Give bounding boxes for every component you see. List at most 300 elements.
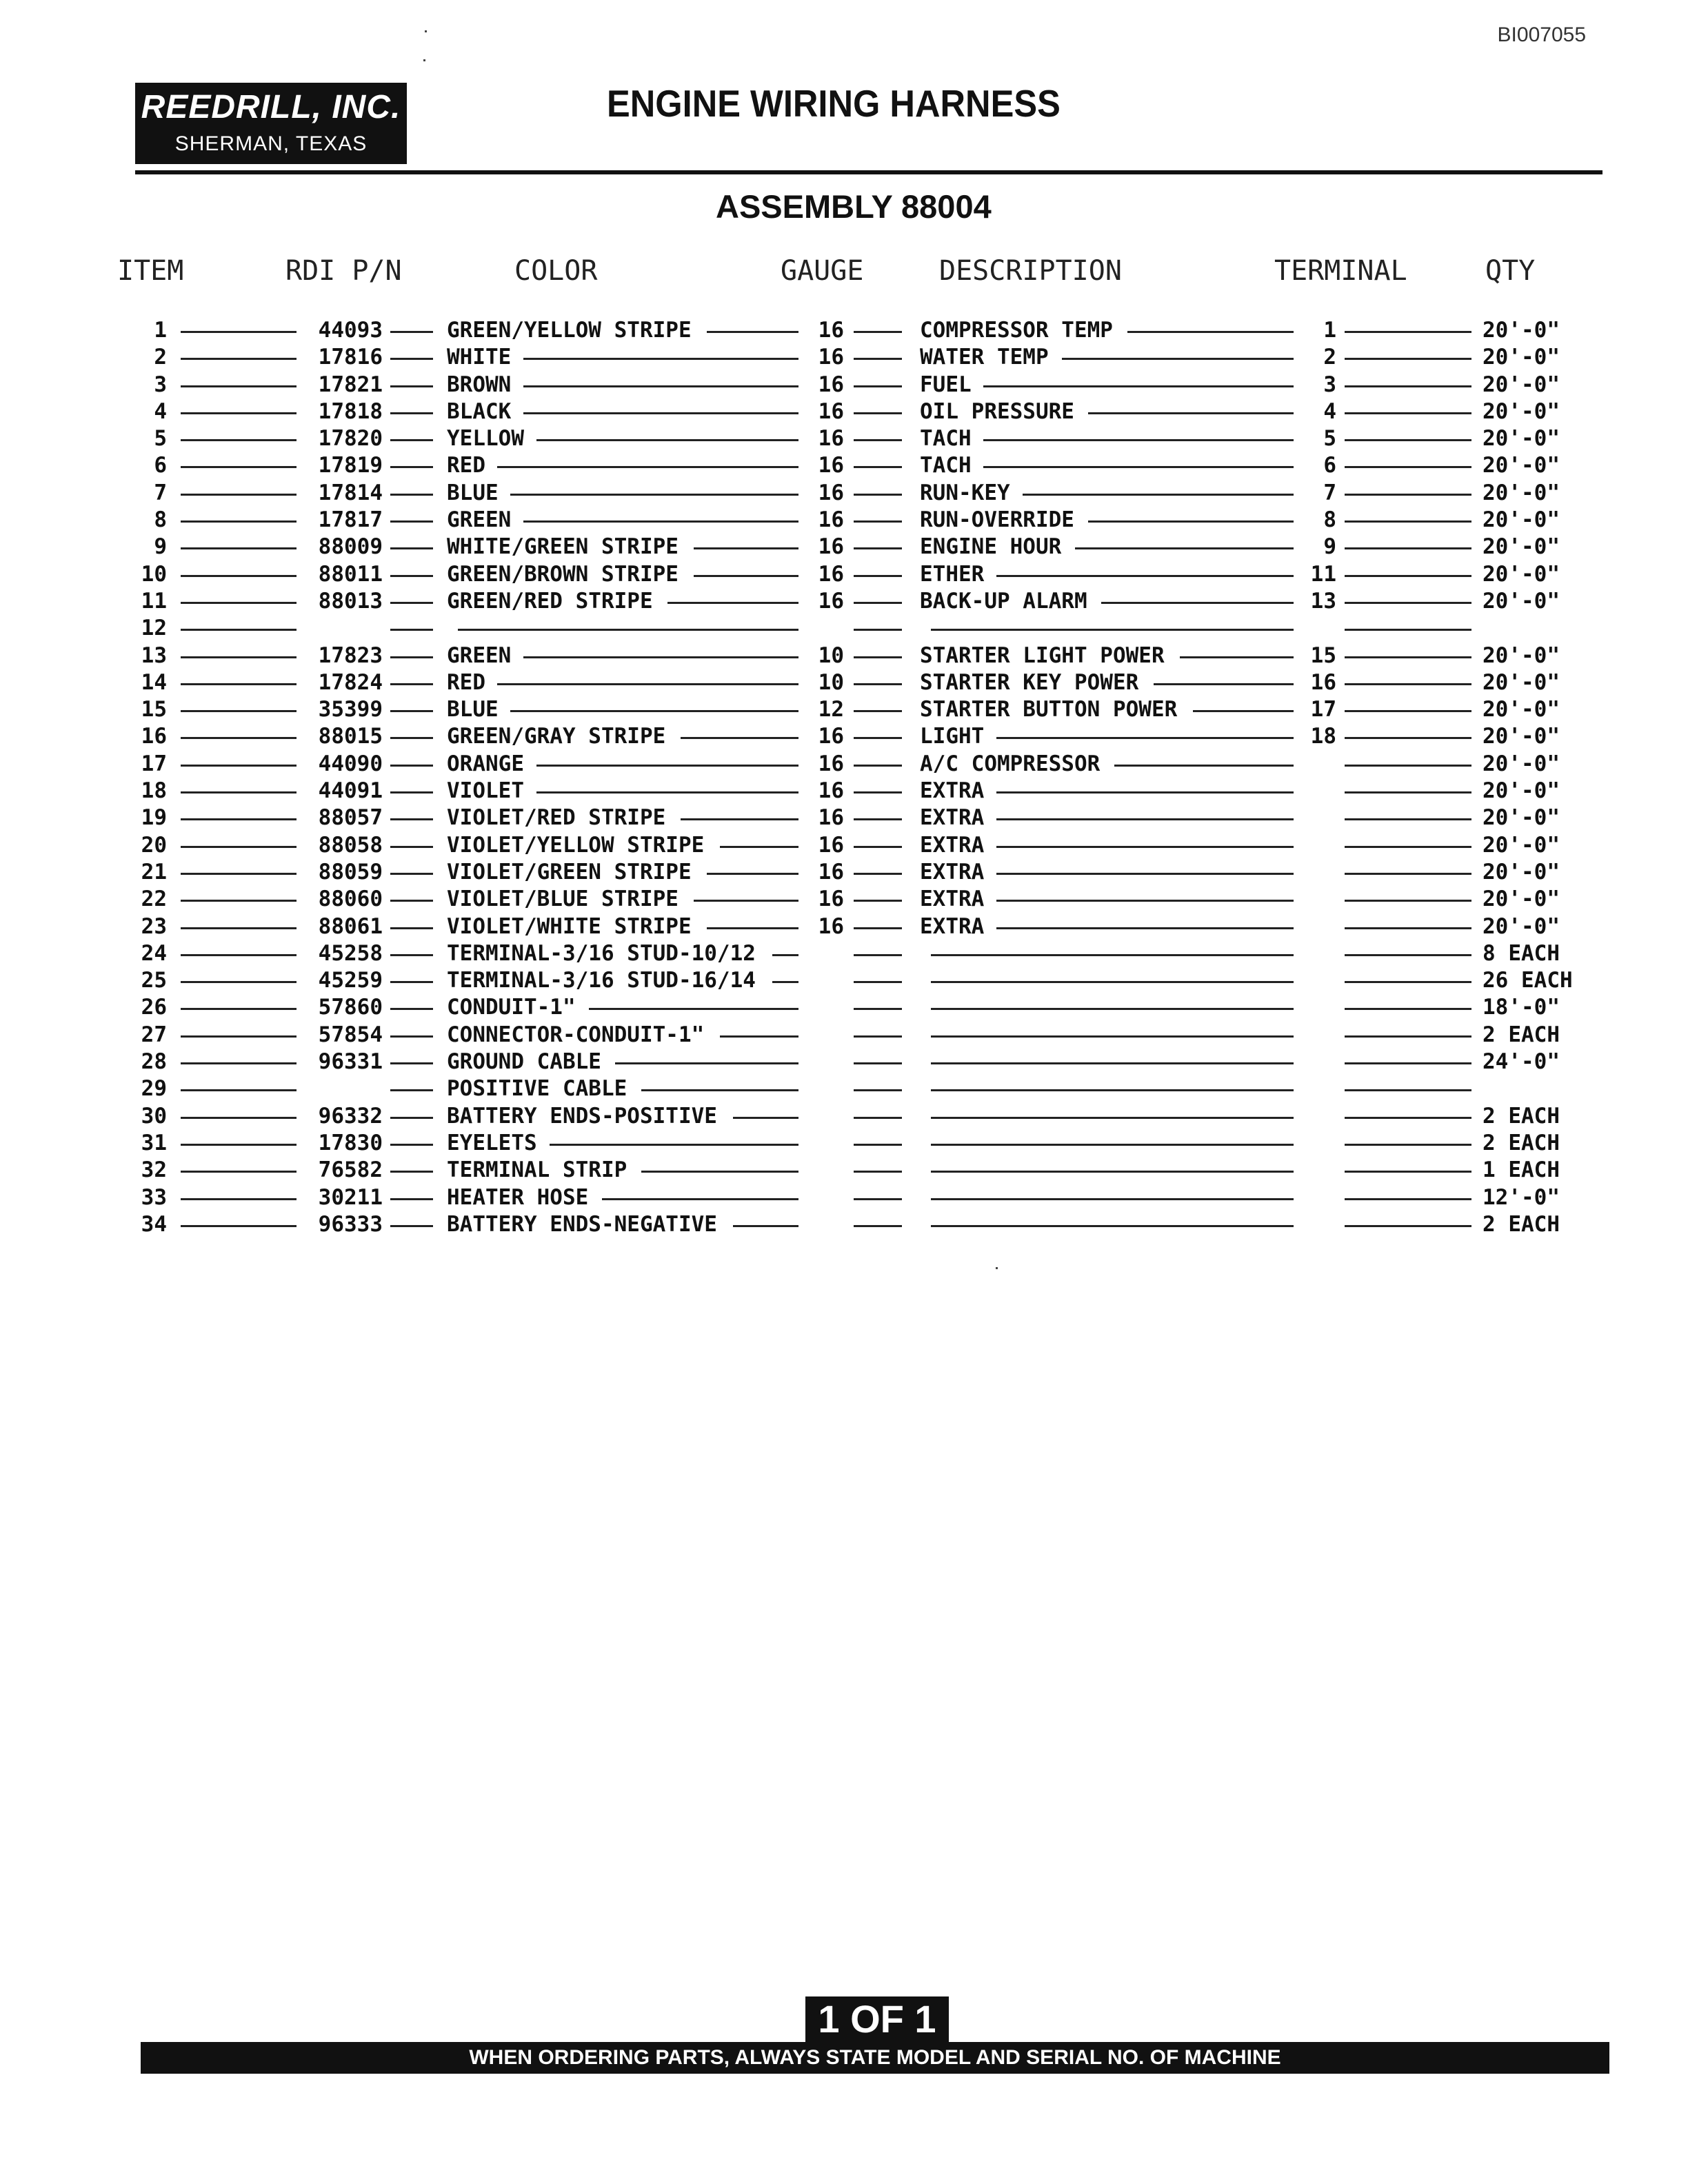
leader-line [854, 765, 902, 767]
leader-line [497, 466, 798, 468]
part-number: 17830 [318, 1130, 383, 1155]
leader-line [390, 873, 433, 875]
wire-color: GREEN [447, 507, 512, 533]
wire-color: VIOLET/RED STRIPE [447, 805, 666, 831]
wire-gauge: 16 [818, 345, 844, 370]
wire-color: RED [447, 453, 485, 478]
leader-line [1345, 466, 1471, 468]
part-number: 96331 [318, 1049, 383, 1075]
leader-line [181, 1089, 297, 1091]
leader-line [854, 629, 902, 631]
table-row [0, 805, 1688, 831]
wire-gauge: 16 [818, 751, 844, 776]
circuit-description: BACK-UP ALARM [920, 588, 1087, 614]
part-number: 44091 [318, 778, 383, 804]
leader-line [390, 1144, 433, 1146]
wire-gauge: 10 [818, 669, 844, 695]
wire-color: RED [447, 669, 485, 695]
quantity: 20'-0" [1483, 345, 1560, 370]
wire-gauge: 16 [818, 372, 844, 397]
leader-line [390, 927, 433, 929]
leader-line [1345, 818, 1471, 820]
part-number: 88061 [318, 913, 383, 939]
leader-line [707, 873, 798, 875]
leader-line [854, 656, 902, 658]
leader-line [996, 818, 1294, 820]
leader-line [1345, 1198, 1471, 1200]
part-number: 44090 [318, 751, 383, 776]
leader-line [510, 710, 798, 712]
leader-line [1345, 602, 1471, 604]
header-description: DESCRIPTION [939, 255, 1122, 287]
leader-line [181, 1198, 297, 1200]
item-number: 14 [141, 669, 167, 695]
part-number: 96332 [318, 1103, 383, 1129]
quantity: 20'-0" [1483, 724, 1560, 749]
leader-line [1345, 683, 1471, 685]
table-row [0, 1075, 1688, 1102]
leader-line [1193, 710, 1294, 712]
leader-line [497, 683, 798, 685]
leader-line [681, 737, 798, 739]
quantity: 2 EACH [1483, 1103, 1560, 1129]
quantity: 20'-0" [1483, 832, 1560, 858]
item-number: 7 [154, 480, 167, 505]
leader-line [181, 520, 297, 523]
company-name: REEDRILL, INC. [141, 89, 401, 125]
circuit-description: EXTRA [920, 913, 985, 939]
quantity: 20'-0" [1483, 859, 1560, 884]
terminal-number: 2 [1323, 345, 1336, 370]
leader-line [523, 656, 798, 658]
wire-color: GREEN/BROWN STRIPE [447, 561, 679, 587]
leader-line [390, 1198, 433, 1200]
wire-color: BLUE [447, 480, 499, 505]
leader-line [523, 520, 798, 523]
quantity: 20'-0" [1483, 398, 1560, 424]
scan-speck [425, 30, 427, 32]
circuit-description: STARTER BUTTON POWER [920, 697, 1178, 722]
leader-line [854, 873, 902, 875]
header-gauge: GAUGE [781, 255, 864, 287]
table-row [0, 398, 1688, 425]
leader-line [931, 1008, 1294, 1010]
circuit-description: FUEL [920, 372, 972, 397]
leader-line [510, 494, 798, 496]
leader-line [1127, 331, 1294, 333]
item-number: 17 [141, 751, 167, 776]
leader-line [1023, 494, 1294, 496]
leader-line [983, 439, 1294, 441]
leader-line [390, 385, 433, 387]
leader-line [181, 683, 297, 685]
leader-line [181, 656, 297, 658]
table-row [0, 778, 1688, 805]
wire-gauge: 16 [818, 778, 844, 804]
leader-line [854, 466, 902, 468]
wire-gauge: 16 [818, 588, 844, 614]
quantity: 12'-0" [1483, 1184, 1560, 1210]
leader-line [854, 1117, 902, 1119]
table-row [0, 669, 1688, 696]
wire-color: GREEN/YELLOW STRIPE [447, 318, 692, 343]
item-number: 18 [141, 778, 167, 804]
quantity: 20'-0" [1483, 453, 1560, 478]
leader-line [1345, 629, 1471, 631]
leader-line [181, 629, 297, 631]
leader-line [996, 791, 1294, 793]
item-number: 21 [141, 859, 167, 884]
leader-line [694, 575, 798, 577]
table-row [0, 1211, 1688, 1238]
wire-color: BROWN [447, 372, 512, 397]
leader-line [390, 954, 433, 956]
table-row [0, 723, 1688, 750]
part-number: 96333 [318, 1211, 383, 1237]
leader-line [931, 1171, 1294, 1173]
circuit-description: EXTRA [920, 778, 985, 804]
leader-line [1345, 981, 1471, 983]
leader-line [1345, 656, 1471, 658]
table-row [0, 913, 1688, 940]
item-number: 12 [141, 616, 167, 641]
table-row [0, 940, 1688, 967]
scan-speck [996, 1267, 998, 1269]
leader-line [390, 439, 433, 441]
company-city: SHERMAN, TEXAS [174, 132, 368, 155]
leader-line [1345, 331, 1471, 333]
table-row [0, 615, 1688, 642]
wire-color: BATTERY ENDS-POSITIVE [447, 1103, 717, 1129]
leader-line [390, 629, 433, 631]
assembly-title: ASSEMBLY 88004 [716, 188, 992, 225]
leader-line [390, 575, 433, 577]
part-number: 17823 [318, 643, 383, 668]
leader-line [390, 358, 433, 360]
leader-line [390, 466, 433, 468]
leader-line [681, 818, 798, 820]
leader-line [931, 981, 1294, 983]
quantity: 26 EACH [1483, 968, 1573, 993]
leader-line [550, 1144, 798, 1146]
leader-line [181, 331, 297, 333]
item-number: 32 [141, 1157, 167, 1183]
wire-gauge: 16 [818, 832, 844, 858]
item-number: 23 [141, 913, 167, 939]
leader-line [181, 466, 297, 468]
table-row [0, 1049, 1688, 1075]
leader-line [854, 494, 902, 496]
leader-line [854, 846, 902, 848]
circuit-description: LIGHT [920, 724, 985, 749]
leader-line [667, 602, 798, 604]
leader-line [181, 385, 297, 387]
table-row [0, 1184, 1688, 1211]
header-part-number: RDI P/N [285, 255, 402, 287]
quantity: 2 EACH [1483, 1022, 1560, 1047]
item-number: 25 [141, 968, 167, 993]
leader-line [615, 1062, 798, 1064]
leader-line [390, 791, 433, 793]
item-number: 16 [141, 724, 167, 749]
table-row [0, 643, 1688, 669]
leader-line [390, 520, 433, 523]
circuit-description: ENGINE HOUR [920, 534, 1062, 560]
wire-gauge: 16 [818, 724, 844, 749]
leader-line [181, 439, 297, 441]
leader-line [536, 791, 798, 793]
table-row [0, 561, 1688, 588]
leader-line [1345, 1144, 1471, 1146]
leader-line [1345, 1062, 1471, 1064]
wire-gauge: 16 [818, 398, 844, 424]
leader-line [854, 520, 902, 523]
leader-line [733, 1117, 798, 1119]
leader-line [181, 900, 297, 902]
leader-line [996, 575, 1294, 577]
leader-line [931, 1225, 1294, 1227]
leader-line [390, 412, 433, 414]
item-number: 30 [141, 1103, 167, 1129]
leader-line [720, 1035, 798, 1038]
item-number: 3 [154, 372, 167, 397]
part-number: 17821 [318, 372, 383, 397]
table-row [0, 994, 1688, 1021]
wire-gauge: 16 [818, 426, 844, 452]
quantity: 20'-0" [1483, 805, 1560, 831]
leader-line [1345, 439, 1471, 441]
wire-color: VIOLET/GREEN STRIPE [447, 859, 692, 884]
circuit-description: EXTRA [920, 859, 985, 884]
leader-line [181, 1171, 297, 1173]
terminal-number: 8 [1323, 507, 1336, 533]
part-number: 88059 [318, 859, 383, 884]
quantity: 20'-0" [1483, 778, 1560, 804]
circuit-description: EXTRA [920, 832, 985, 858]
table-row [0, 1022, 1688, 1049]
part-number: 88060 [318, 887, 383, 912]
wire-color: VIOLET/WHITE STRIPE [447, 913, 692, 939]
wire-color: BATTERY ENDS-NEGATIVE [447, 1211, 717, 1237]
table-row [0, 588, 1688, 615]
leader-line [390, 1225, 433, 1227]
leader-line [772, 954, 798, 956]
part-number: 45258 [318, 940, 383, 966]
leader-line [1345, 494, 1471, 496]
leader-line [390, 1008, 433, 1010]
leader-line [707, 927, 798, 929]
leader-line [1345, 737, 1471, 739]
table-row [0, 1157, 1688, 1184]
leader-line [1345, 791, 1471, 793]
leader-line [854, 927, 902, 929]
leader-line [983, 385, 1294, 387]
terminal-number: 15 [1310, 643, 1336, 668]
leader-line [854, 1089, 902, 1091]
wire-gauge: 16 [818, 805, 844, 831]
leader-line [1345, 547, 1471, 549]
part-number: 17819 [318, 453, 383, 478]
leader-line [854, 818, 902, 820]
leader-line [1075, 547, 1294, 549]
wire-color: ORANGE [447, 751, 524, 776]
leader-line [181, 575, 297, 577]
part-number: 35399 [318, 697, 383, 722]
wire-gauge: 16 [818, 453, 844, 478]
leader-line [181, 1225, 297, 1227]
item-number: 28 [141, 1049, 167, 1075]
item-number: 8 [154, 507, 167, 533]
item-number: 20 [141, 832, 167, 858]
leader-line [854, 602, 902, 604]
leader-line [1345, 575, 1471, 577]
quantity: 20'-0" [1483, 480, 1560, 505]
item-number: 11 [141, 588, 167, 614]
leader-line [181, 873, 297, 875]
leader-line [181, 1144, 297, 1146]
leader-line [1345, 358, 1471, 360]
page-title: ENGINE WIRING HARNESS [607, 82, 1061, 125]
quantity: 2 EACH [1483, 1211, 1560, 1237]
terminal-number: 4 [1323, 398, 1336, 424]
leader-line [390, 710, 433, 712]
leader-line [694, 547, 798, 549]
leader-line [181, 710, 297, 712]
part-number: 88058 [318, 832, 383, 858]
wire-gauge: 16 [818, 887, 844, 912]
part-number: 17817 [318, 507, 383, 533]
leader-line [1345, 1117, 1471, 1119]
quantity: 20'-0" [1483, 887, 1560, 912]
leader-line [854, 1062, 902, 1064]
table-row [0, 317, 1688, 344]
table-row [0, 832, 1688, 859]
part-number: 88013 [318, 588, 383, 614]
leader-line [390, 900, 433, 902]
leader-line [1345, 1171, 1471, 1173]
circuit-description: ETHER [920, 561, 985, 587]
part-number: 17818 [318, 398, 383, 424]
quantity: 20'-0" [1483, 561, 1560, 587]
item-number: 34 [141, 1211, 167, 1237]
leader-line [181, 791, 297, 793]
item-number: 4 [154, 398, 167, 424]
table-row [0, 372, 1688, 398]
leader-line [536, 765, 798, 767]
item-number: 2 [154, 345, 167, 370]
leader-line [181, 818, 297, 820]
leader-line [694, 900, 798, 902]
wire-gauge: 16 [818, 859, 844, 884]
part-number: 88015 [318, 724, 383, 749]
leader-line [390, 1089, 433, 1091]
leader-line [390, 547, 433, 549]
circuit-description: EXTRA [920, 887, 985, 912]
circuit-description: WATER TEMP [920, 345, 1049, 370]
leader-line [996, 737, 1294, 739]
part-number: 88011 [318, 561, 383, 587]
leader-line [1345, 1035, 1471, 1038]
leader-line [1345, 385, 1471, 387]
leader-line [181, 412, 297, 414]
table-row [0, 751, 1688, 778]
part-number: 17814 [318, 480, 383, 505]
leader-line [390, 494, 433, 496]
wire-color: GREEN/GRAY STRIPE [447, 724, 666, 749]
part-number: 88057 [318, 805, 383, 831]
quantity: 20'-0" [1483, 751, 1560, 776]
leader-line [181, 494, 297, 496]
leader-line [854, 547, 902, 549]
leader-line [1345, 1225, 1471, 1227]
leader-line [854, 900, 902, 902]
table-row [0, 967, 1688, 994]
leader-line [1114, 765, 1294, 767]
leader-line [996, 873, 1294, 875]
part-number: 30211 [318, 1184, 383, 1210]
item-number: 22 [141, 887, 167, 912]
item-number: 24 [141, 940, 167, 966]
footer-notice: WHEN ORDERING PARTS, ALWAYS STATE MODEL AND SERIAL NO. OF MACHINE [141, 2042, 1609, 2074]
leader-line [854, 1225, 902, 1227]
wire-color: TERMINAL-3/16 STUD-16/14 [447, 968, 756, 993]
quantity: 20'-0" [1483, 426, 1560, 452]
circuit-description: RUN-OVERRIDE [920, 507, 1074, 533]
quantity: 20'-0" [1483, 913, 1560, 939]
leader-line [1062, 358, 1294, 360]
leader-line [181, 1008, 297, 1010]
quantity: 20'-0" [1483, 507, 1560, 533]
part-number: 45259 [318, 968, 383, 993]
leader-line [181, 981, 297, 983]
leader-line [181, 547, 297, 549]
leader-line [1088, 520, 1294, 523]
wire-gauge: 16 [818, 507, 844, 533]
leader-line [1154, 683, 1294, 685]
leader-line [854, 791, 902, 793]
leader-line [854, 1198, 902, 1200]
leader-line [523, 412, 798, 414]
part-number: 57854 [318, 1022, 383, 1047]
leader-line [1345, 954, 1471, 956]
part-number: 17820 [318, 426, 383, 452]
leader-line [390, 765, 433, 767]
leader-line [181, 358, 297, 360]
leader-line [523, 385, 798, 387]
leader-line [1345, 900, 1471, 902]
leader-line [931, 1117, 1294, 1119]
table-row [0, 859, 1688, 886]
leader-line [390, 1035, 433, 1038]
leader-line [996, 927, 1294, 929]
leader-line [931, 1035, 1294, 1038]
leader-line [390, 683, 433, 685]
leader-line [931, 1198, 1294, 1200]
table-row [0, 886, 1688, 913]
quantity: 18'-0" [1483, 995, 1560, 1020]
item-number: 26 [141, 995, 167, 1020]
wire-color: TERMINAL STRIP [447, 1157, 627, 1183]
part-number: 17816 [318, 345, 383, 370]
leader-line [181, 846, 297, 848]
leader-line [854, 575, 902, 577]
leader-line [390, 981, 433, 983]
leader-line [1180, 656, 1294, 658]
leader-line [641, 1089, 798, 1091]
quantity: 20'-0" [1483, 318, 1560, 343]
item-number: 29 [141, 1076, 167, 1102]
leader-line [931, 1062, 1294, 1064]
